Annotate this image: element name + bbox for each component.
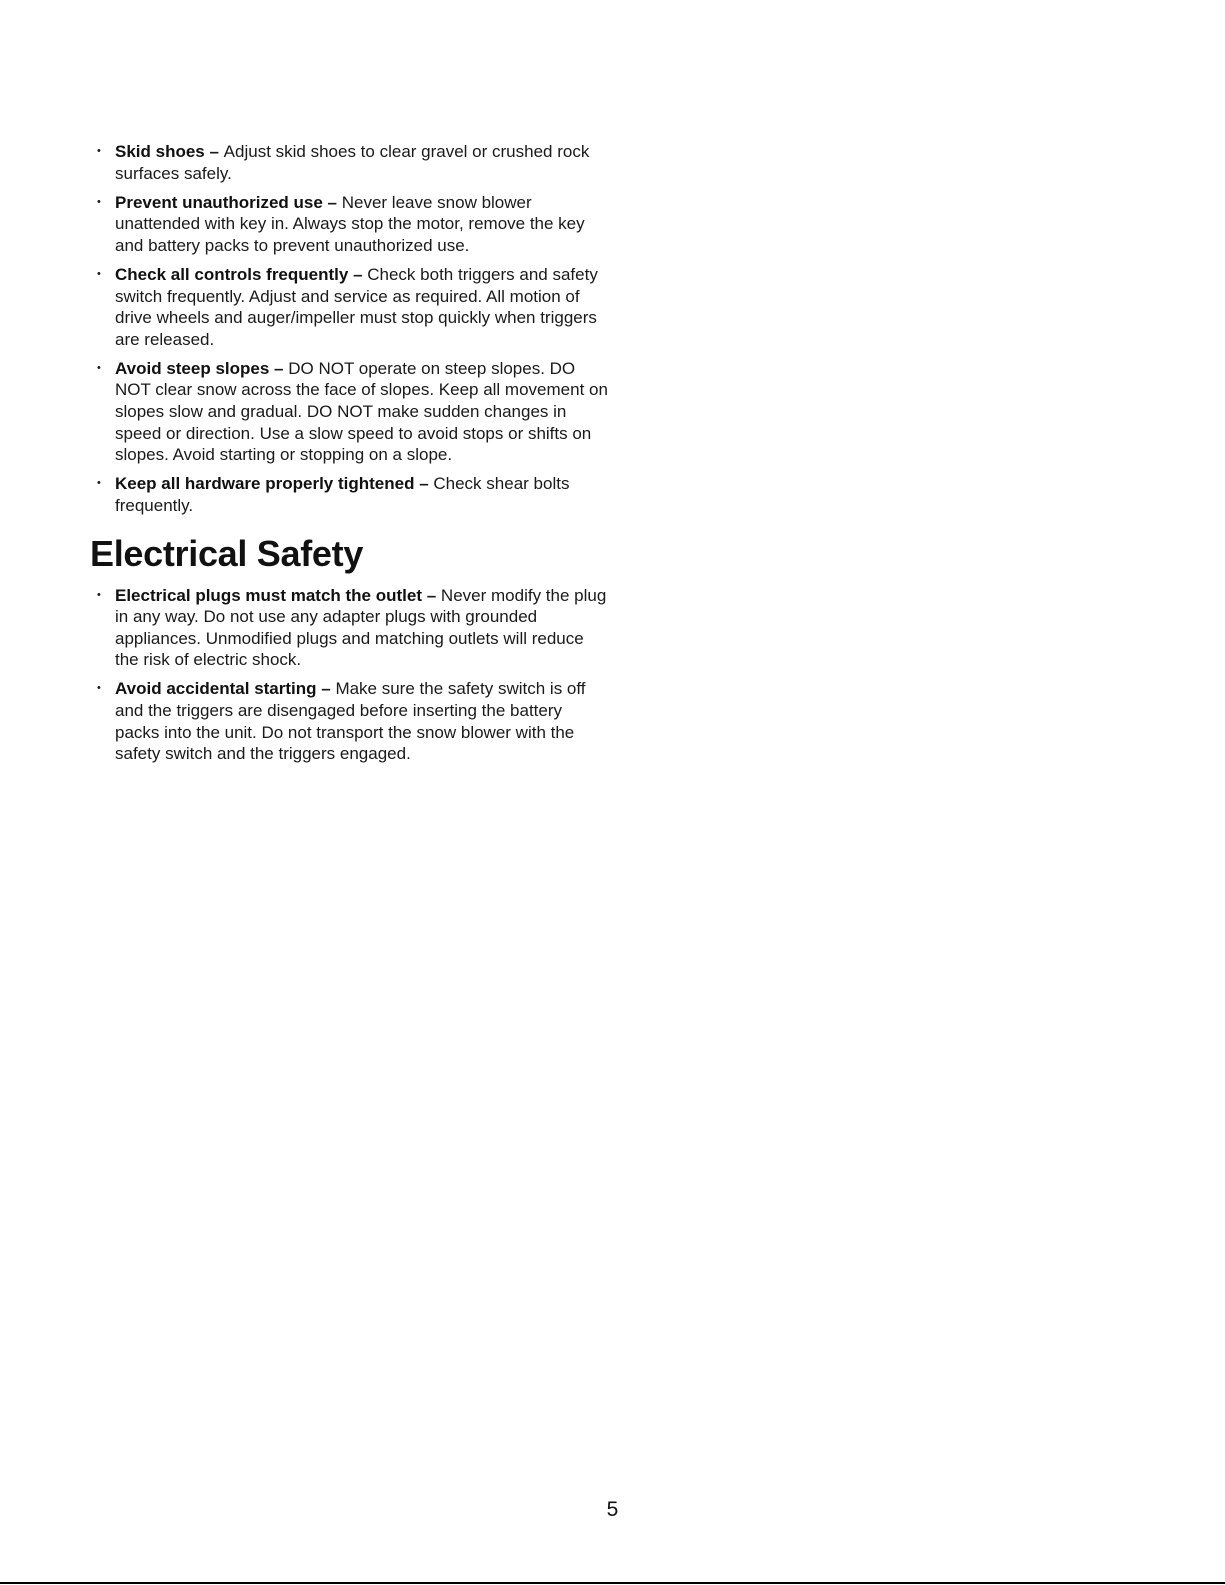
list-item <box>91 678 611 764</box>
item-term: Avoid accidental starting <box>115 679 317 699</box>
item-text: Never leave snow blower unattended with key in. Always stop the motor, remove the key and battery packs to prevent unauthorized use. <box>115 192 585 255</box>
item-separator: – <box>414 474 434 494</box>
list-item <box>91 585 611 671</box>
bottom-rule <box>0 1582 1225 1584</box>
item-text: Check both triggers and safety switch frequently. Adjust and service as required. All motion of drive wheels and auger/impeller must stop quickly when triggers are released. <box>115 264 598 349</box>
section-heading: Electrical Safety <box>90 532 364 574</box>
page-number: 5 <box>606 1498 619 1521</box>
item-separator: – <box>316 679 336 699</box>
item-separator: – <box>422 585 441 605</box>
list-item <box>91 264 611 350</box>
item-separator: – <box>322 192 342 212</box>
item-term: Avoid steep slopes <box>115 358 270 378</box>
item-separator: – <box>269 358 289 378</box>
list-item <box>91 192 611 257</box>
item-separator: – <box>204 142 224 161</box>
item-term: Prevent unauthorized use <box>115 192 323 212</box>
item-separator: – <box>348 264 368 284</box>
item-text: Make sure the safety switch is off and the triggers are disengaged before inserting the battery packs into the unit. Do not transport the snow blower with the safety switch and the triggers engaged. <box>115 679 586 764</box>
list-item <box>91 473 611 516</box>
list-item <box>91 358 611 466</box>
item-text: Adjust skid shoes to clear gravel or crushed rock surfaces safely. <box>115 142 590 183</box>
safety-list <box>91 141 611 517</box>
item-text: Check shear bolts frequently. <box>115 474 570 515</box>
item-term: Electrical plugs must match the outlet <box>115 585 423 605</box>
page-content <box>91 141 611 772</box>
item-term: Check all controls frequently <box>115 264 349 284</box>
item-term: Keep all hardware properly tightened <box>115 474 415 494</box>
electrical-safety-list <box>91 585 611 765</box>
item-term: Skid shoes <box>115 142 205 161</box>
item-text: DO NOT operate on steep slopes. DO NOT clear snow across the face of slopes. Keep all movement on slopes slow and gradual. DO NOT make sudden changes in speed or direction. Use a slow speed to avoid stops or shifts on slopes. Avoid starting or stopping on a slope. <box>115 358 608 465</box>
item-text: Never modify the plug in any way. Do not use any adapter plugs with grounded appliances. Unmodified plugs and matching outlets will reduce the risk of electric shock. <box>115 585 607 670</box>
list-item <box>91 141 611 184</box>
